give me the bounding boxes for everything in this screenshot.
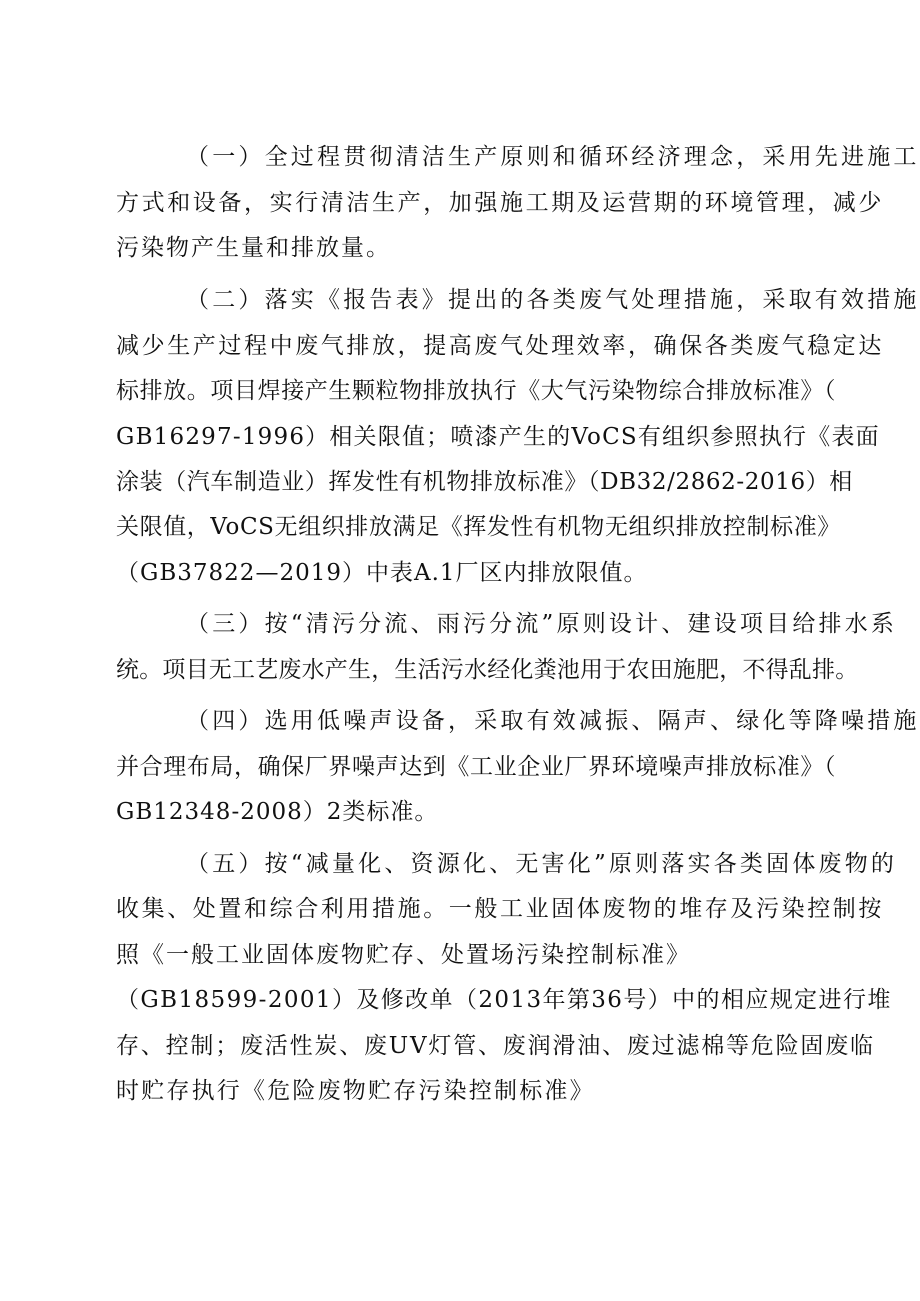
- text-line: GB12348-2008）2类标准。: [116, 799, 439, 825]
- text-line: 标排放。项目焊接产生颗粒物排放执行《大气污染物综合排放标准》（: [116, 378, 837, 404]
- text-line: （三）按“清污分流、雨污分流”原则设计、建设项目给排水系: [186, 611, 898, 637]
- text-line: （四）选用低噪声设备，采取有效减振、隔声、绿化等降噪措施: [186, 708, 920, 734]
- text-line: 存、控制；废活性炭、废UV灯管、废润滑油、废过滤棉等危险固废临: [116, 1033, 875, 1059]
- text-line: 涂装（汽车制造业）挥发性有机物排放标准》（DB32/2862-2016）相: [116, 469, 853, 495]
- text-line: 污染物产生量和排放量。: [116, 235, 391, 261]
- text-line: 方式和设备，实行清洁生产，加强施工期及运营期的环境管理，减少: [116, 190, 884, 216]
- text-line: （二）落实《报告表》提出的各类废气处理措施，采取有效措施: [186, 287, 920, 313]
- text-line: 减少生产过程中废气排放，提高废气处理效率，确保各类废气稳定达: [116, 333, 884, 359]
- text-line: （五）按“减量化、资源化、无害化”原则落实各类固体废物的: [186, 851, 898, 877]
- text-line: （GB37822—2019）中表A.1厂区内排放限值。: [116, 560, 648, 586]
- text-line: 照《一般工业固体废物贮存、处置场污染控制标准》: [116, 942, 691, 968]
- text-line: 时贮存执行《危险废物贮存污染控制标准》: [116, 1078, 595, 1104]
- text-line: （GB18599-2001）及修改单（2013年第36号）中的相应规定进行堆: [116, 987, 892, 1013]
- text-line: 并合理布局，确保厂界噪声达到《工业企业厂界环境噪声排放标准》（: [116, 754, 837, 780]
- text-line: （一）全过程贯彻清洁生产原则和循环经济理念，采用先进施工: [186, 144, 920, 170]
- text-line: 收集、处置和综合利用措施。一般工业固体废物的堆存及污染控制按: [116, 896, 884, 922]
- text-line: GB16297-1996）相关限值；喷漆产生的VoCS有组织参照执行《表面: [116, 424, 880, 450]
- text-line: 统。项目无工艺废水产生，生活污水经化粪池用于农田施肥，不得乱排。: [116, 657, 859, 683]
- text-line: 关限值，VoCS无组织排放满足《挥发性有机物无组织排放控制标准》: [116, 514, 841, 540]
